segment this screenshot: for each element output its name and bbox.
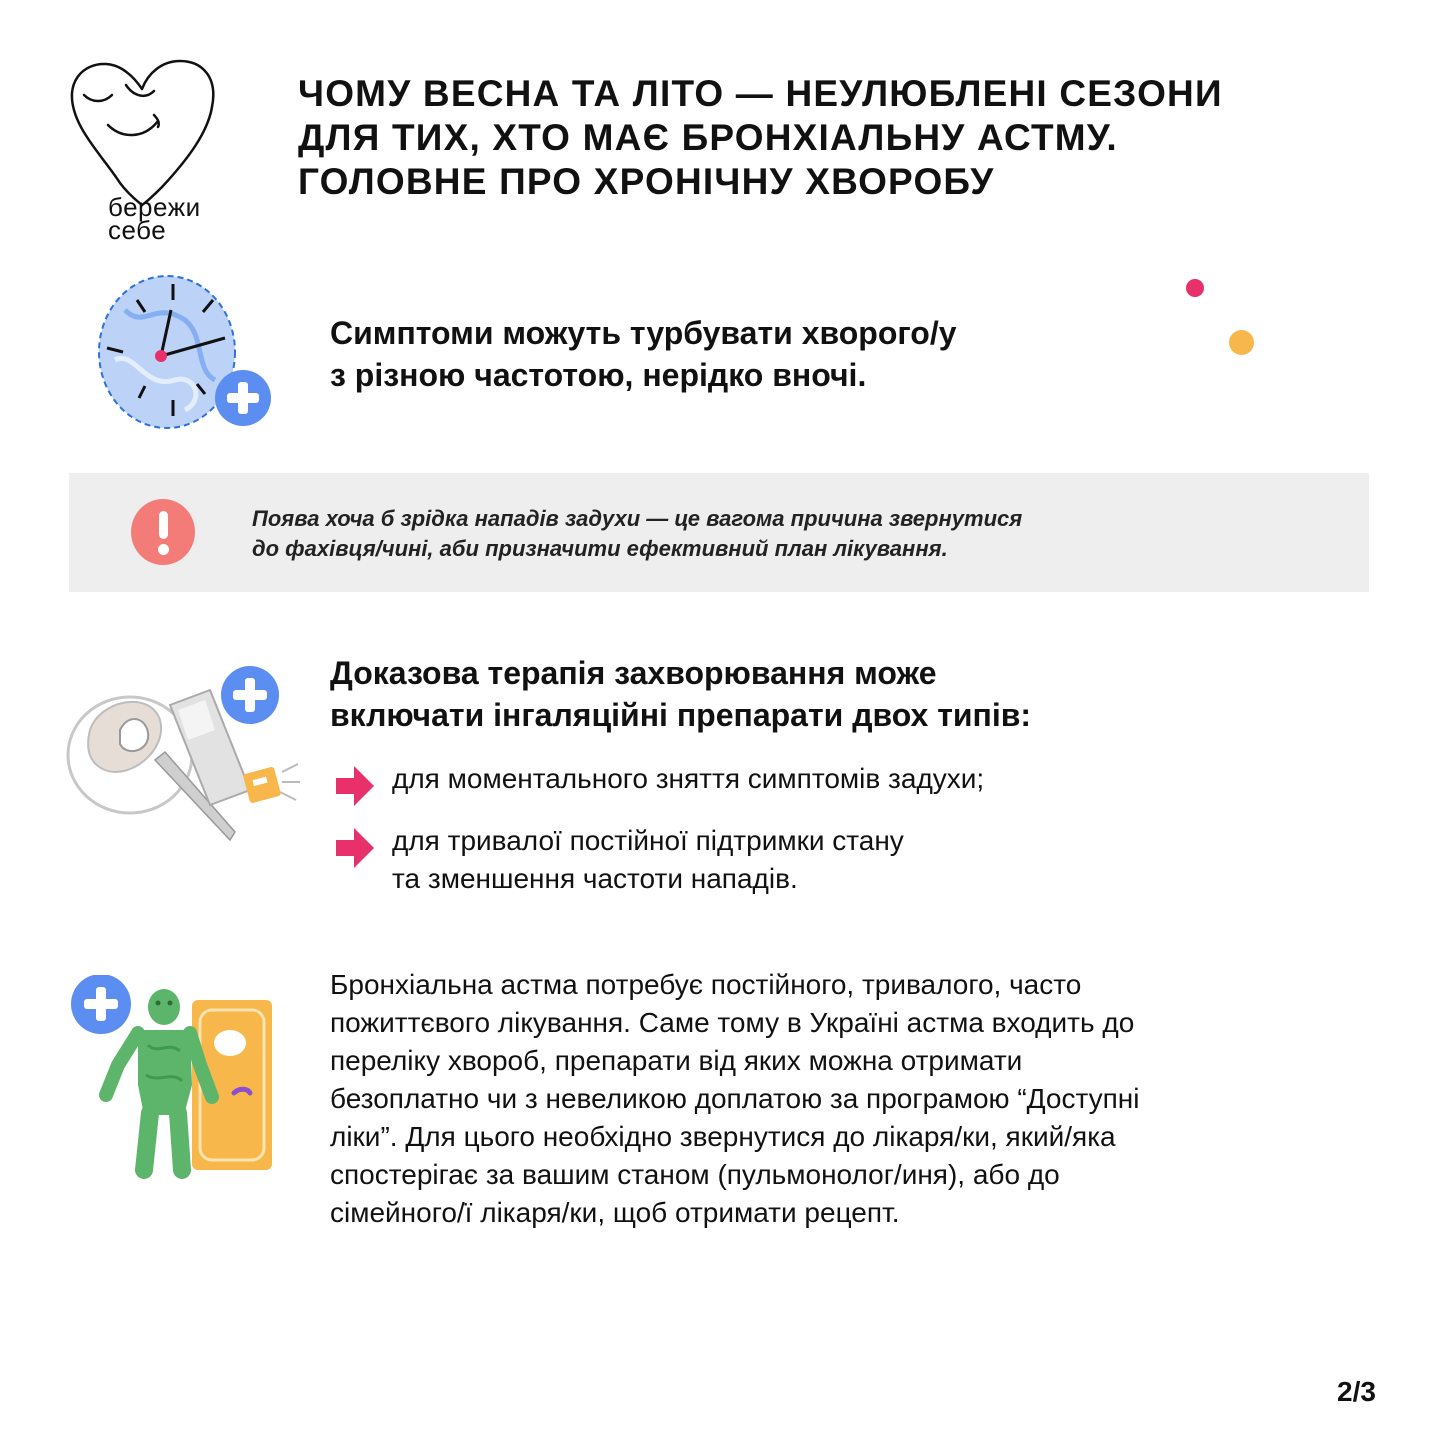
symptoms-line-1: Симптоми можуть турбувати хворого/у — [330, 315, 957, 351]
paragraph-line-6: спостерігає за вашим станом (пульмонолог/иня), або до — [330, 1159, 1060, 1190]
title-line-3: ГОЛОВНЕ ПРО ХРОНІЧНУ ХВОРОБУ — [298, 161, 995, 202]
symptoms-heading — [330, 312, 957, 396]
warning-box — [69, 473, 1369, 592]
paragraph-line-7: сімейного/ї лікаря/ки, щоб отримати рецепт. — [330, 1197, 900, 1228]
arrow-right-icon — [332, 762, 376, 810]
therapy-heading — [330, 652, 1031, 736]
therapy-line-2: включати інгаляційні препарати двох типів: — [330, 697, 1032, 733]
logo-text — [108, 192, 201, 245]
bullet-2-line-1: для тривалої постійної підтримки стану — [392, 825, 904, 856]
logo-line-1: бережи — [108, 192, 201, 222]
decorative-dot-yellow — [1229, 330, 1254, 355]
therapy-line-1: Доказова терапія захворювання може — [330, 655, 937, 691]
logo-line-2: себе — [108, 215, 167, 245]
decorative-dot-red — [1186, 279, 1204, 297]
paragraph-line-3: переліку хвороб, препарати від яких можна отримати — [330, 1045, 1023, 1076]
bullet-2-line-2: та зменшення частоти нападів. — [392, 863, 798, 894]
clock-icon — [95, 270, 280, 440]
symptoms-line-2: з різною частотою, нерідко вночі. — [330, 357, 867, 393]
inhaler-icon — [60, 660, 310, 860]
paragraph-text — [330, 966, 1350, 1232]
paragraph-line-1: Бронхіальна астма потребує постійного, тривалого, часто — [330, 969, 1082, 1000]
exclamation-icon — [131, 499, 195, 565]
bullet-item-2 — [392, 822, 904, 898]
title-line-2: ДЛЯ ТИХ, ХТО МАЄ БРОНХІАЛЬНУ АСТМУ. — [298, 117, 1118, 158]
title-line-1: ЧОМУ ВЕСНА ТА ЛІТО — НЕУЛЮБЛЕНІ СЕЗОНИ — [298, 73, 1223, 114]
warning-line-2: до фахівця/чині, аби призначити ефективний план лікування. — [252, 536, 948, 561]
person-body-icon — [68, 975, 283, 1185]
paragraph-line-5: ліки”. Для цього необхідно звернутися до лікаря/ки, який/яка — [330, 1121, 1116, 1152]
paragraph-line-4: безоплатно чи з невеликою доплатою за програмою “Доступні — [330, 1083, 1140, 1114]
warning-line-1: Поява хоча б зрідка нападів задухи — це вагома причина звернутися — [252, 506, 1023, 531]
warning-text — [252, 504, 1022, 564]
page-number: 2/3 — [1337, 1376, 1376, 1407]
page-title — [298, 72, 1378, 204]
paragraph-line-2: пожиттєвого лікування. Саме тому в Україні астма входить до — [330, 1007, 1135, 1038]
bullet-item-1: для моментального зняття симптомів задухи; — [392, 763, 985, 794]
arrow-right-icon — [332, 824, 376, 872]
